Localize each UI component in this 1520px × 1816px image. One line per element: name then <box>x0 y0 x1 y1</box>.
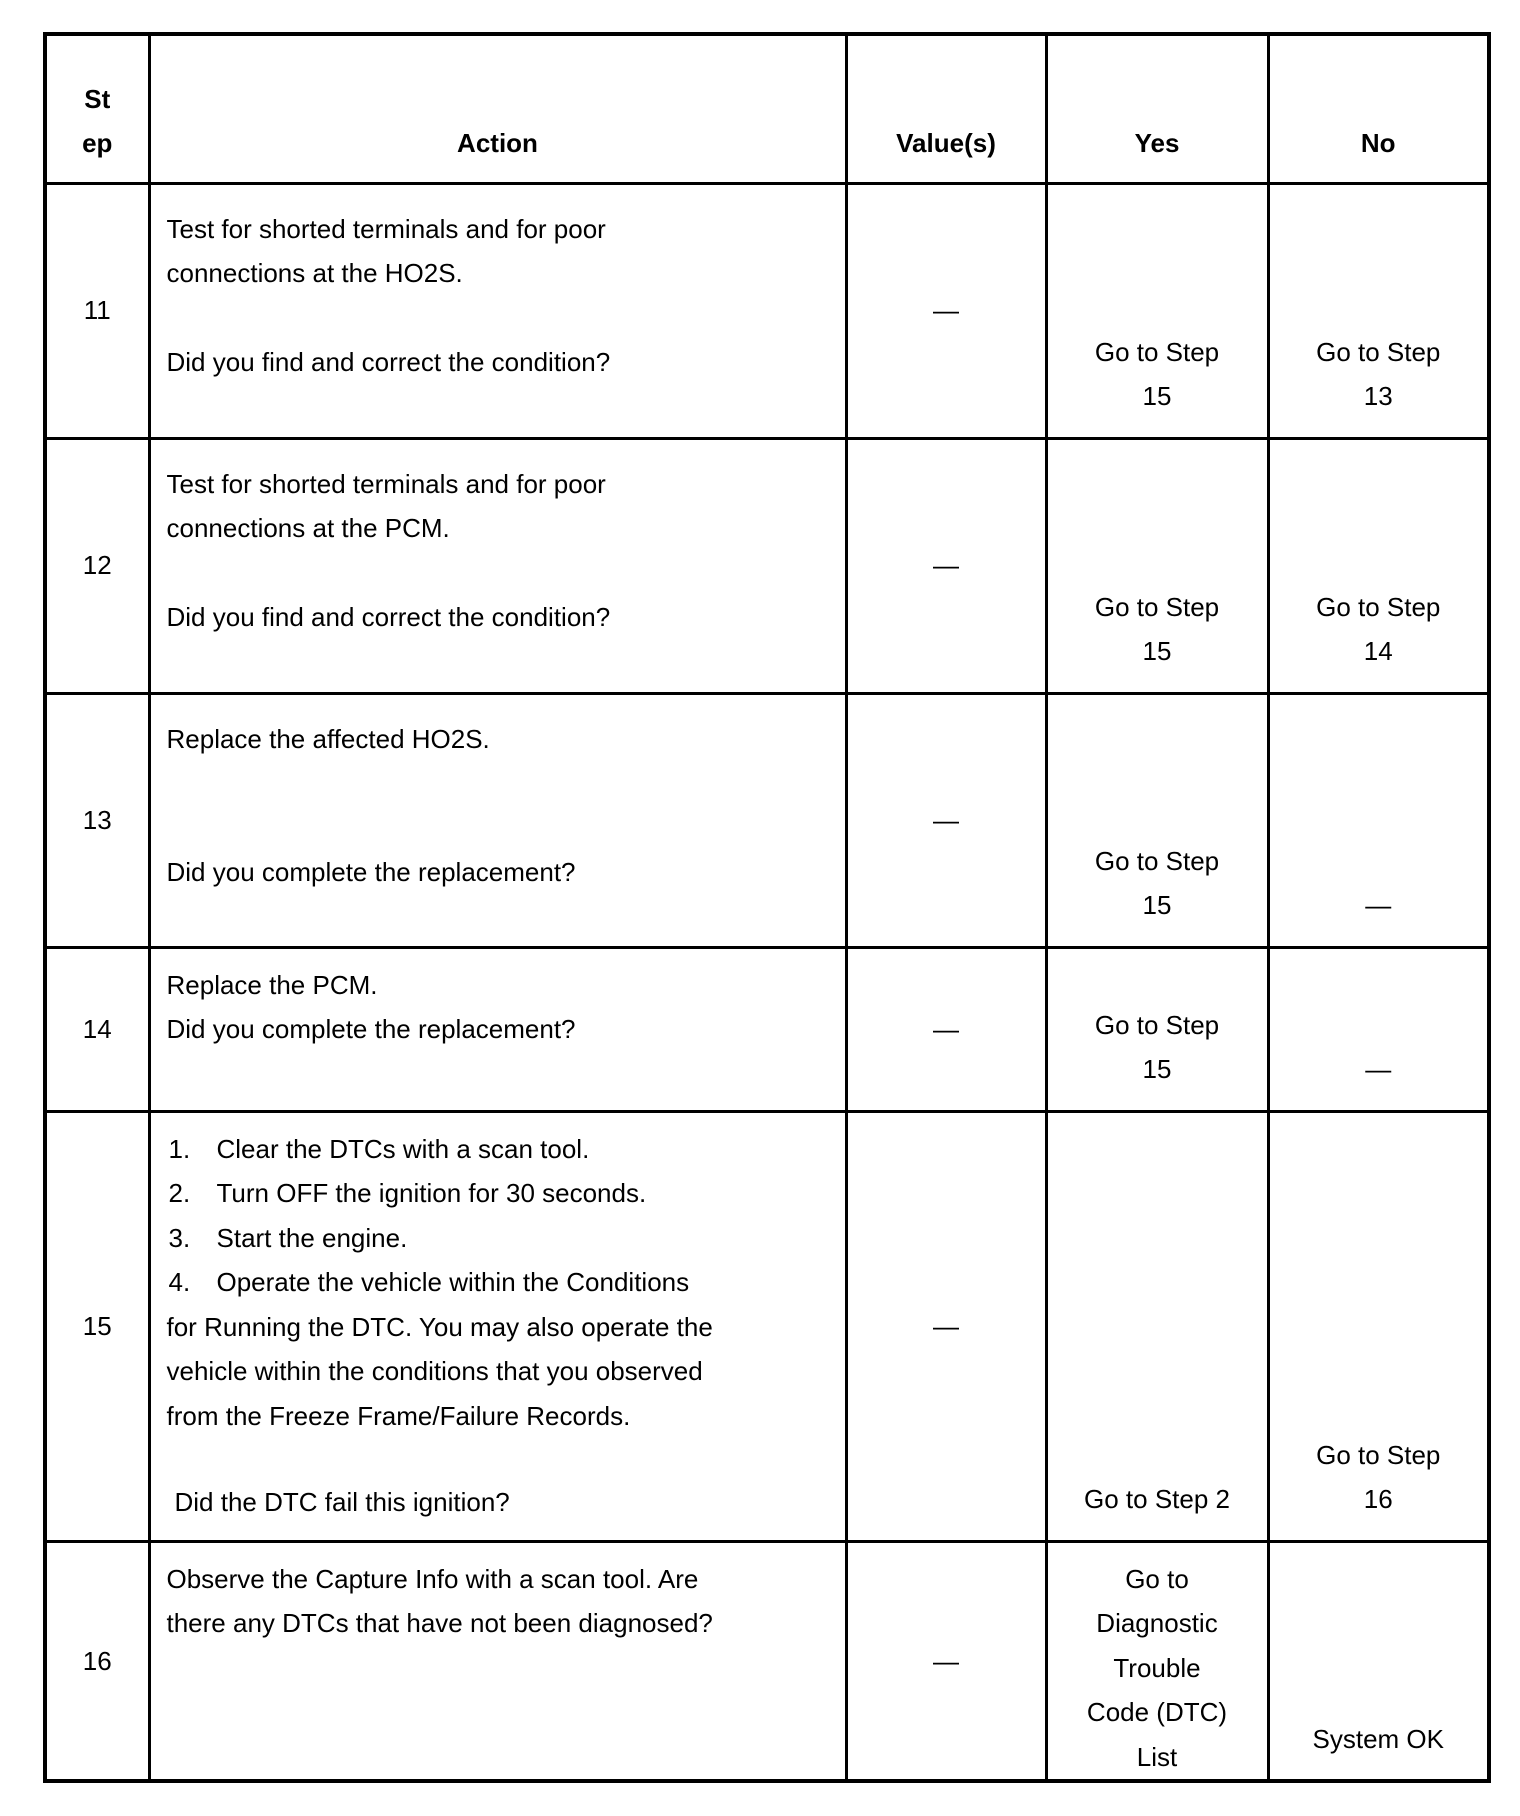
no-cell: System OK <box>1268 1541 1489 1781</box>
no-cell: Go to Step 16 <box>1268 1111 1489 1541</box>
no-cell: Go to Step 13 <box>1268 183 1489 438</box>
header-yes: Yes <box>1046 34 1268 183</box>
value-cell: — <box>846 693 1046 947</box>
table-row <box>45 693 1489 947</box>
header-row <box>45 34 1489 183</box>
yes-cell: Go to Step 15 <box>1046 947 1268 1111</box>
action-cell: 1. Clear the DTCs with a scan tool. 2. Turn OFF the ignition for 30 seconds. 3. Start the engine. 4. Operate the vehicle within the Conditions for Running the DTC. You may also operate the vehicle within the conditions that you observed from the Freeze Frame/Failure Records. Did the DTC fail this ignition? <box>149 1111 846 1541</box>
no-cell: Go to Step 14 <box>1268 438 1489 693</box>
table-row <box>45 947 1489 1111</box>
header-no: No <box>1268 34 1489 183</box>
list-item: 3. Start the engine. <box>168 1222 408 1253</box>
step-number: 15 <box>45 1111 149 1541</box>
yes-cell: Go to Step 15 <box>1046 693 1268 947</box>
list-item: 4. Operate the vehicle within the Conditions <box>168 1267 690 1297</box>
table-row <box>45 438 1489 693</box>
yes-cell: Go to Step 2 <box>1046 1111 1268 1541</box>
step-number: 14 <box>45 947 149 1111</box>
action-cell: Replace the PCM. Did you complete the replacement? <box>149 947 846 1111</box>
action-cell: Test for shorted terminals and for poor connections at the HO2S. Did you find and correct the condition? <box>149 183 846 438</box>
table-row <box>45 1541 1489 1781</box>
value-cell: — <box>846 947 1046 1111</box>
table-row <box>45 183 1489 438</box>
diagnostic-table <box>43 32 1491 1783</box>
step-list <box>167 1127 831 1305</box>
yes-cell: Go to Step 15 <box>1046 183 1268 438</box>
step-number: 12 <box>45 438 149 693</box>
list-item: 2. Turn OFF the ignition for 30 seconds. <box>168 1178 647 1208</box>
step-number: 11 <box>45 183 149 438</box>
step-number: 13 <box>45 693 149 947</box>
header-action: Action <box>149 34 846 183</box>
value-cell: — <box>846 1541 1046 1781</box>
yes-cell: Go to Diagnostic Trouble Code (DTC) List <box>1046 1541 1268 1781</box>
header-values: Value(s) <box>846 34 1046 183</box>
list-item: 1. Clear the DTCs with a scan tool. <box>168 1133 590 1164</box>
action-cell: Test for shorted terminals and for poor connections at the PCM. Did you find and correct the condition? <box>149 438 846 693</box>
action-cell: Observe the Capture Info with a scan tool. Are there any DTCs that have not been diagnosed? <box>149 1541 846 1781</box>
yes-cell: Go to Step 15 <box>1046 438 1268 693</box>
action-cell: Replace the affected HO2S. Did you complete the replacement? <box>149 693 846 947</box>
table-row <box>45 1111 1489 1541</box>
header-step: St ep <box>45 34 149 183</box>
value-cell: — <box>846 183 1046 438</box>
value-cell: — <box>846 1111 1046 1541</box>
step-number: 16 <box>45 1541 149 1781</box>
value-cell: — <box>846 438 1046 693</box>
no-cell: — <box>1268 693 1489 947</box>
no-cell: — <box>1268 947 1489 1111</box>
